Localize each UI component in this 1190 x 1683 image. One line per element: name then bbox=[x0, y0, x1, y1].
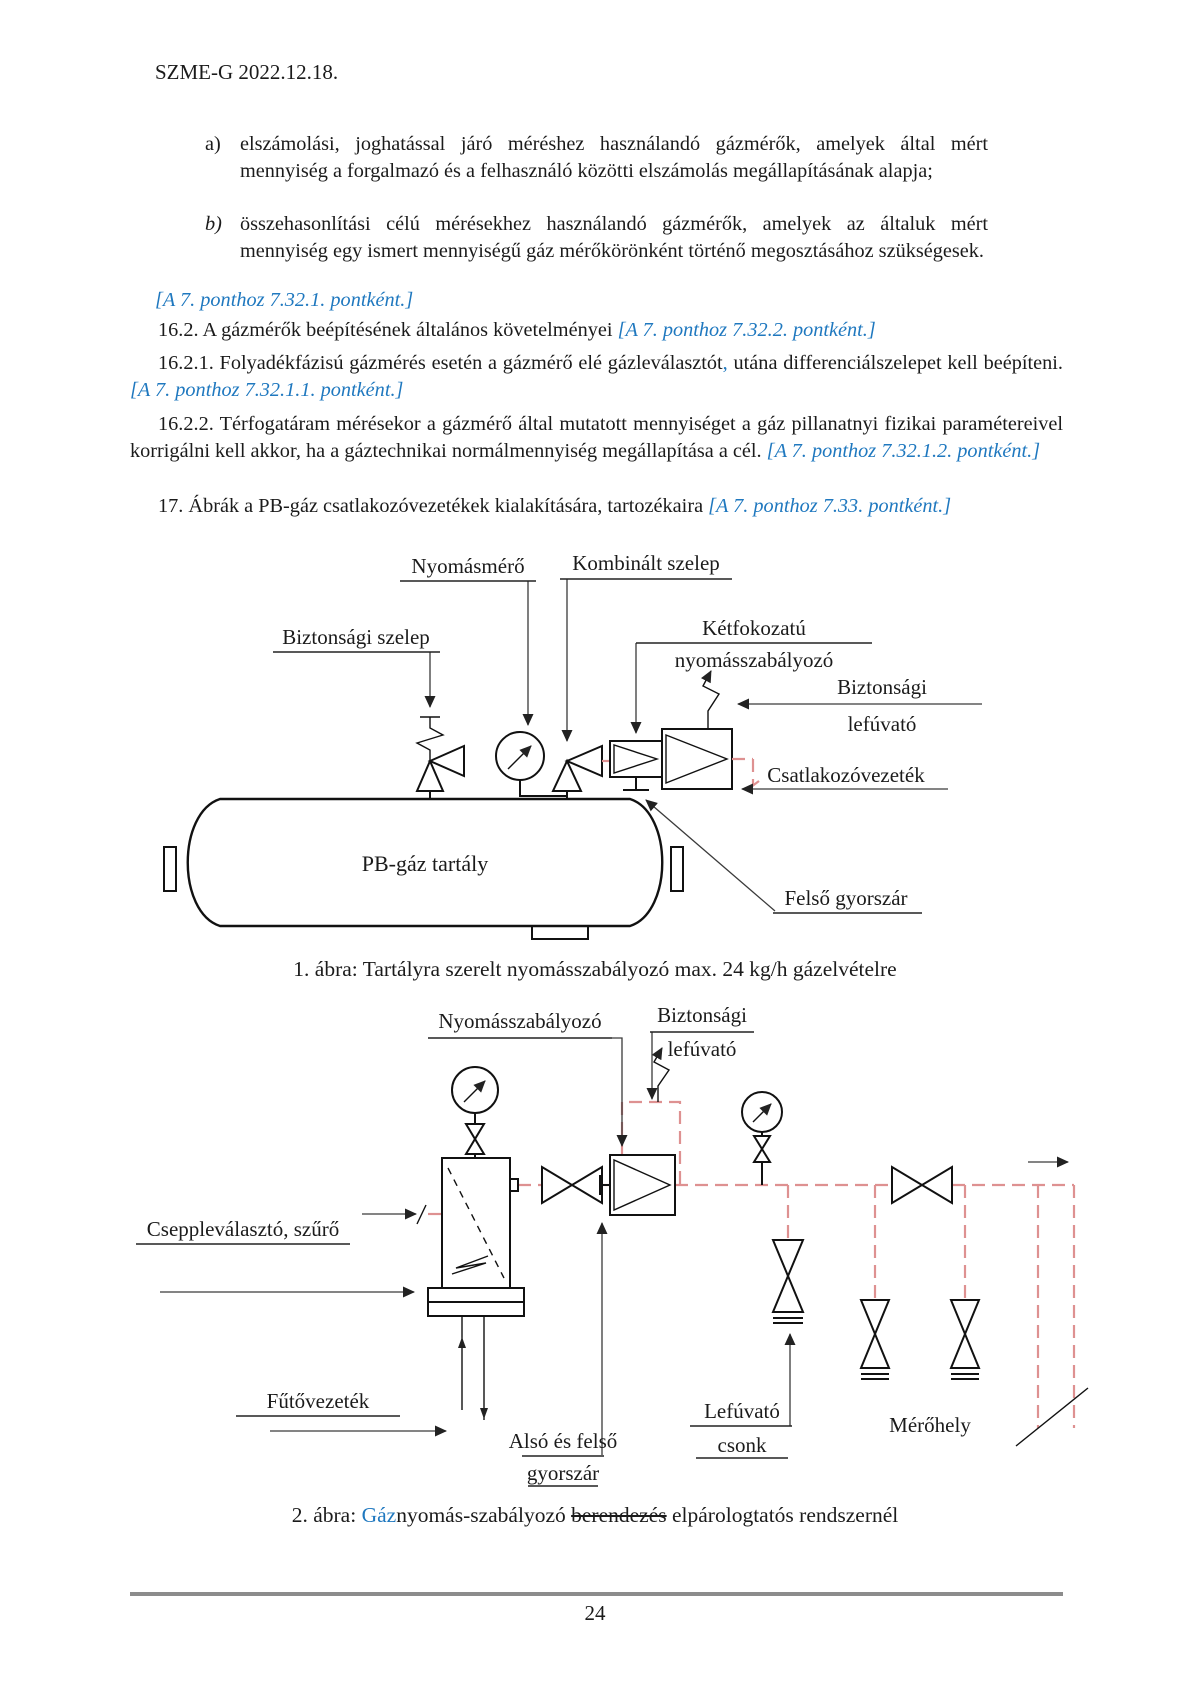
blowoff-zigzag-icon bbox=[703, 671, 719, 729]
label-pressure-gauge: Nyomásmérő bbox=[411, 554, 525, 578]
figure2-caption-mid: nyomás-szabályozó bbox=[396, 1503, 572, 1527]
two-stage-regulator-icon bbox=[610, 729, 732, 790]
label-blowoff-line1: Biztonsági bbox=[837, 675, 927, 699]
list-item-a bbox=[205, 131, 988, 185]
tank-label: PB-gáz tartály bbox=[361, 851, 489, 876]
paragraph-17 bbox=[130, 493, 1063, 520]
shutoff-valve-1-icon bbox=[542, 1167, 602, 1203]
paragraph-16-2-2-text: 16.2.2. Térfogatáram mérésekor a gázmérő által mutatott mennyiséget a gáz pillanatnyi fizikai paramétereivel korrigálni kell akkor, ha a gáztechnikai normálmennyiség megállapítása a cél. bbox=[130, 413, 1063, 462]
paragraph-16-2-ref: [A 7. ponthoz 7.32.2. pontként.] bbox=[617, 319, 876, 341]
label-regulator: Nyomásszabályozó bbox=[438, 1009, 602, 1033]
tank-left-flange bbox=[164, 847, 176, 891]
label-blowoff-stub-line1: Lefúvató bbox=[704, 1399, 780, 1423]
figure2-caption-suffix: elpárologtatós rendszernél bbox=[666, 1503, 899, 1527]
paragraph-16-2-1-comma: , bbox=[722, 352, 728, 374]
page-header: SZME-G 2022.12.18. bbox=[155, 60, 339, 84]
paragraph-16-2 bbox=[130, 317, 1063, 344]
label-separator-filter: Cseppleválasztó, szűrő bbox=[146, 1217, 340, 1241]
figure2-caption-deleted: berendezés bbox=[571, 1503, 667, 1527]
line-gauge-icon bbox=[742, 1092, 782, 1185]
label-blowoff-line2: lefúvató bbox=[847, 712, 917, 736]
list-item-b-label: b) bbox=[205, 213, 222, 235]
paragraph-16-2-2-ref: [A 7. ponthoz 7.32.1.2. pontként.] bbox=[766, 440, 1041, 462]
separator-vessel-icon bbox=[428, 1158, 524, 1316]
measuring-point-valve-right-icon bbox=[951, 1300, 979, 1379]
label-heating-pipe: Fűtővezeték bbox=[266, 1389, 370, 1413]
paragraph-17-text: 17. Ábrák a PB-gáz csatlakozóvezetékek kialakítására, tartozékaira bbox=[158, 495, 709, 517]
paragraph-16-2-1-text2: utána differenciálszelepet kell beépíteni. bbox=[727, 352, 1063, 374]
figure1-caption: 1. ábra: Tartályra szerelt nyomásszabályozó max. 24 kg/h gázelvételre bbox=[293, 957, 897, 981]
vessel-gauge-icon bbox=[452, 1067, 498, 1158]
label-regulator-line1: Kétfokozatú bbox=[702, 616, 806, 640]
reference-7321: [A 7. ponthoz 7.32.1. pontként.] bbox=[155, 289, 414, 311]
label-quick-valve-line2: gyorszár bbox=[526, 1461, 600, 1485]
list-item-a-text: elszámolási, joghatással járó méréshez használandó gázmérők, amelyek által mért mennyiség a forgalmazó és a felhasználó közötti elszámolás megállapításának alapja; bbox=[240, 133, 988, 182]
label-blowoff2-line1: Biztonsági bbox=[657, 1003, 747, 1027]
label-combined-valve: Kombinált szelep bbox=[572, 551, 720, 575]
label-quick-valve-line1: Alsó és felső bbox=[508, 1429, 618, 1453]
heating-pipes-icon bbox=[458, 1316, 488, 1420]
measuring-point-valve-left-icon bbox=[861, 1300, 889, 1379]
tank-support bbox=[532, 926, 588, 939]
list-item-a-label: a) bbox=[205, 133, 221, 155]
figure2-caption-inserted: Gáz bbox=[361, 1503, 397, 1527]
paragraph-16-2-2 bbox=[130, 411, 1063, 465]
paragraph-16-2-1 bbox=[130, 350, 1063, 404]
tank-right-flange bbox=[671, 847, 683, 891]
footer-rule bbox=[130, 1592, 1063, 1596]
figure2-caption-prefix: 2. ábra: bbox=[291, 1503, 362, 1527]
page-number: 24 bbox=[584, 1601, 606, 1625]
paragraph-16-2-text: 16.2. A gázmérők beépítésének általános követelményei bbox=[158, 319, 618, 341]
list-item-b bbox=[205, 211, 988, 265]
safety-valve-icon bbox=[417, 717, 464, 799]
label-regulator-line2: nyomásszabályozó bbox=[674, 648, 834, 672]
label-safety-valve: Biztonsági szelep bbox=[282, 625, 430, 649]
figure2-caption bbox=[0, 1503, 1190, 1528]
figure1-diagram bbox=[130, 551, 1080, 951]
paragraph-17-ref: [A 7. ponthoz 7.33. pontként.] bbox=[708, 495, 952, 517]
list-item-b-text: összehasonlítási célú mérésekhez használandó gázmérők, amelyek az általuk mért mennyiség egy ismert mennyiségű gáz mérőkörönként történő megosztásához szükségesek. bbox=[240, 213, 988, 262]
connection-pipe-red bbox=[732, 759, 759, 790]
figure2-diagram bbox=[130, 1000, 1090, 1496]
label-upper-quick-valve: Felső gyorszár bbox=[784, 886, 908, 910]
label-measuring-point: Mérőhely bbox=[889, 1413, 971, 1437]
paragraph-16-2-1-text1: 16.2.1. Folyadékfázisú gázmérés esetén a gázmérő elé gázleválasztót bbox=[158, 352, 723, 374]
label-blowoff-stub-line2: csonk bbox=[717, 1433, 767, 1457]
shutoff-valve-2-icon bbox=[892, 1167, 952, 1203]
label-blowoff2-line2: lefúvató bbox=[667, 1037, 737, 1061]
label-connection-pipe: Csatlakozóvezeték bbox=[767, 763, 925, 787]
regulator-icon bbox=[600, 1155, 675, 1215]
blowoff-stub-valve-icon bbox=[773, 1240, 803, 1323]
pipe-break-mark bbox=[1016, 1388, 1088, 1446]
combined-valve-icon bbox=[553, 746, 610, 799]
paragraph-16-2-1-ref: [A 7. ponthoz 7.32.1.1. pontként.] bbox=[130, 379, 404, 401]
